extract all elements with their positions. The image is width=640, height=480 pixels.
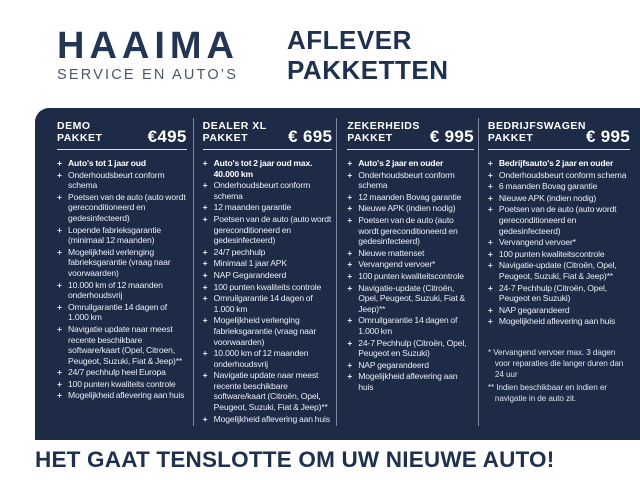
feature-text: Vervangend vervoer* bbox=[358, 259, 436, 270]
plus-bullet-icon: + bbox=[487, 282, 493, 293]
feature-item bbox=[347, 338, 474, 359]
package-price: € 695 bbox=[288, 127, 333, 146]
feature-text: Lopende fabrieksgarantie (minimaal 12 maanden) bbox=[68, 224, 161, 246]
plus-bullet-icon: + bbox=[202, 246, 208, 257]
plus-bullet-icon: + bbox=[487, 304, 493, 315]
plus-bullet-icon: + bbox=[347, 337, 353, 348]
feature-text: Minimaal 1 jaar APK bbox=[213, 258, 287, 269]
feature-text: Auto's tot 1 jaar oud bbox=[68, 158, 146, 168]
plus-bullet-icon: + bbox=[202, 158, 208, 168]
feature-item bbox=[203, 258, 333, 269]
feature-text: 24/7 pechhulp heel Europa bbox=[68, 367, 166, 378]
plus-bullet-icon: + bbox=[57, 323, 62, 334]
feature-item bbox=[347, 170, 474, 191]
feature-item bbox=[488, 237, 630, 248]
feature-item bbox=[488, 204, 630, 236]
feature-text: NAP Gegarandeerd bbox=[213, 269, 287, 280]
package-column bbox=[35, 118, 193, 426]
package-name: DEMO PAKKET bbox=[57, 120, 103, 144]
feature-text: NAP gegarandeerd bbox=[358, 359, 429, 370]
feature-text: Omruilgarantie 14 dagen of 1.000 km bbox=[213, 293, 313, 314]
brand-name: HAAIMA bbox=[57, 25, 239, 67]
plus-bullet-icon: + bbox=[202, 281, 208, 292]
plus-bullet-icon: + bbox=[57, 301, 62, 312]
feature-text: 10.000 km of 12 maanden onderhoudsvrij bbox=[213, 348, 309, 369]
page-title bbox=[287, 26, 448, 85]
feature-text: Navigatie-update (Citroën, Opel, Peugeot, Suzuki, Fiat & Jeep)** bbox=[498, 260, 617, 281]
feature-text: Vervangend vervoer* bbox=[498, 237, 576, 248]
feature-text: Poetsen van de auto (auto wordt gereconditioneerd en gedesinfecteerd) bbox=[498, 204, 617, 236]
feature-item bbox=[488, 249, 630, 260]
feature-item bbox=[57, 302, 187, 323]
feature-item bbox=[488, 316, 630, 327]
plus-bullet-icon: + bbox=[487, 192, 493, 203]
plus-bullet-icon: + bbox=[202, 202, 208, 213]
feature-text: Mogelijkheid aflevering aan huis bbox=[213, 413, 330, 424]
package-features bbox=[347, 158, 474, 392]
feature-text: Auto's 2 jaar en ouder bbox=[358, 158, 444, 168]
feature-text: Mogelijkheid verlenging fabrieksgarantie (vraag naar voorwaarden) bbox=[213, 315, 317, 347]
plus-bullet-icon: + bbox=[57, 279, 62, 290]
package-column bbox=[478, 118, 640, 426]
feature-item bbox=[347, 360, 474, 371]
feature-text: Navigatie update naar meest recente beschikbare software/kaart (Opel, Citroen, Peugeot, Suzuki, Fiat & Jeep)** bbox=[68, 323, 183, 366]
feature-text: 24-7 Pechhulp (Citroën, Opel, Peugeot en Suzuki) bbox=[358, 337, 467, 359]
package-header bbox=[488, 118, 630, 144]
plus-bullet-icon: + bbox=[347, 191, 353, 202]
plus-bullet-icon: + bbox=[347, 214, 353, 225]
plus-bullet-icon: + bbox=[202, 413, 208, 424]
feature-text: Mogelijkheid aflevering aan huis bbox=[498, 316, 616, 327]
plus-bullet-icon: + bbox=[202, 293, 208, 304]
feature-item bbox=[203, 282, 333, 293]
plus-bullet-icon: + bbox=[347, 259, 353, 270]
feature-text: Omruilgarantie 14 dagen of 1.000 km bbox=[68, 301, 168, 323]
feature-text: Navigatie-update (Citroën, Opel, Peugeot, Suzuki, Fiat & Jeep)** bbox=[358, 282, 466, 314]
feature-text: 6 maanden Bovag garantie bbox=[498, 181, 598, 192]
package-price: € 995 bbox=[585, 127, 630, 146]
feature-item bbox=[347, 283, 474, 315]
package-header-divider bbox=[57, 149, 187, 150]
plus-bullet-icon: + bbox=[57, 367, 62, 378]
tagline: HET GAAT TENSLOTTE OM UW NIEUWE AUTO! bbox=[35, 447, 555, 472]
feature-text: 24/7 pechhulp bbox=[213, 246, 266, 257]
feature-text: Mogelijkheid aflevering aan huis bbox=[358, 371, 458, 392]
plus-bullet-icon: + bbox=[487, 260, 493, 271]
feature-text: Nieuwe APK (indien nodig) bbox=[358, 203, 456, 214]
feature-item bbox=[57, 192, 187, 224]
feature-item bbox=[203, 370, 333, 412]
feature-item bbox=[347, 215, 474, 247]
package-header-divider bbox=[203, 149, 333, 150]
package-column bbox=[336, 118, 478, 426]
brand-logo bbox=[57, 25, 239, 83]
package-header bbox=[347, 118, 474, 144]
package-name: DEALER XL PAKKET bbox=[202, 120, 267, 144]
brand-subtitle: SERVICE EN AUTO’S bbox=[57, 67, 239, 83]
feature-item bbox=[347, 271, 474, 282]
packages-panel bbox=[35, 108, 640, 440]
footnote: ** Indien beschikbaar en indien er navigatie in de auto zit. bbox=[487, 382, 607, 403]
plus-bullet-icon: + bbox=[487, 237, 493, 248]
feature-item bbox=[203, 214, 333, 246]
feature-item bbox=[488, 158, 630, 169]
package-features bbox=[488, 158, 630, 327]
feature-text: 100 punten kwaliteitscontrole bbox=[498, 248, 605, 259]
feature-text: Mogelijkheid verlenging fabrieksgarantie (vraag naar voorwaarden) bbox=[68, 246, 171, 278]
feature-text: Navigatie update naar meest recente beschikbare software/kaart (Citroën, Opel, Peugeot, Suzuki, Fiat & Jeep)** bbox=[213, 370, 328, 413]
feature-item bbox=[347, 371, 474, 392]
plus-bullet-icon: + bbox=[202, 348, 208, 359]
feature-text: Nieuwe mattenset bbox=[358, 247, 425, 258]
feature-item bbox=[488, 283, 630, 304]
feature-item bbox=[203, 247, 333, 258]
plus-bullet-icon: + bbox=[57, 169, 62, 180]
feature-text: Poetsen van de auto (auto wordt gereconditioneerd en gedesinfecteerd) bbox=[68, 191, 186, 223]
package-header-divider bbox=[488, 149, 630, 150]
feature-text: Nieuwe APK (indien nodig) bbox=[498, 192, 597, 203]
page-title-line2: PAKKETTEN bbox=[287, 54, 449, 85]
feature-text: 100 punten kwaliteitscontrole bbox=[358, 270, 464, 281]
plus-bullet-icon: + bbox=[57, 390, 62, 401]
feature-item bbox=[203, 202, 333, 213]
feature-item bbox=[57, 280, 187, 301]
feature-text: Mogelijkheid aflevering aan huis bbox=[68, 390, 185, 401]
plus-bullet-icon: + bbox=[347, 282, 353, 293]
feature-item bbox=[203, 348, 333, 369]
feature-item bbox=[203, 158, 333, 179]
package-header bbox=[203, 118, 333, 144]
package-column bbox=[193, 118, 337, 426]
feature-item bbox=[347, 203, 474, 214]
feature-text: Bedrijfsauto's 2 jaar en ouder bbox=[498, 158, 614, 168]
feature-item bbox=[57, 324, 187, 366]
feature-item bbox=[347, 248, 474, 259]
plus-bullet-icon: + bbox=[347, 158, 353, 168]
feature-item bbox=[488, 305, 630, 316]
feature-text: 12 maanden garantie bbox=[213, 202, 292, 213]
packages-columns bbox=[35, 108, 640, 440]
feature-item bbox=[57, 379, 187, 390]
feature-item bbox=[57, 390, 187, 401]
feature-text: 12 maanden Bovag garantie bbox=[358, 191, 462, 202]
footnotes bbox=[488, 347, 630, 404]
plus-bullet-icon: + bbox=[202, 180, 208, 191]
plus-bullet-icon: + bbox=[487, 204, 493, 215]
plus-bullet-icon: + bbox=[57, 191, 62, 202]
plus-bullet-icon: + bbox=[57, 158, 62, 168]
feature-item bbox=[57, 367, 187, 378]
package-price: € 995 bbox=[429, 127, 474, 146]
plus-bullet-icon: + bbox=[57, 246, 62, 257]
feature-item bbox=[203, 180, 333, 201]
feature-item bbox=[347, 315, 474, 336]
plus-bullet-icon: + bbox=[347, 315, 353, 326]
plus-bullet-icon: + bbox=[487, 158, 493, 168]
feature-item bbox=[347, 158, 474, 169]
plus-bullet-icon: + bbox=[57, 224, 62, 235]
feature-text: 10.000 km of 12 maanden onderhoudsvrij bbox=[68, 279, 163, 301]
package-name: ZEKERHEIDS PAKKET bbox=[347, 120, 420, 144]
feature-text: Auto's tot 2 jaar oud max. 40.000 km bbox=[213, 158, 313, 179]
plus-bullet-icon: + bbox=[347, 169, 353, 180]
plus-bullet-icon: + bbox=[202, 269, 208, 280]
feature-item bbox=[347, 259, 474, 270]
feature-text: Onderhoudsbeurt conform schema bbox=[213, 180, 311, 201]
feature-item bbox=[57, 158, 187, 169]
package-features bbox=[203, 158, 333, 424]
plus-bullet-icon: + bbox=[347, 359, 353, 370]
package-header bbox=[57, 118, 187, 144]
feature-item bbox=[488, 181, 630, 192]
package-header-divider bbox=[347, 149, 474, 150]
feature-item bbox=[488, 193, 630, 204]
plus-bullet-icon: + bbox=[202, 213, 208, 224]
package-features bbox=[57, 158, 187, 401]
plus-bullet-icon: + bbox=[202, 370, 208, 381]
feature-text: Onderhoudsbeurt conform schema bbox=[68, 169, 165, 191]
feature-item bbox=[203, 414, 333, 425]
feature-item bbox=[203, 293, 333, 314]
feature-text: NAP gegarandeerd bbox=[498, 304, 570, 315]
feature-text: Poetsen van de auto (auto wordt gereconditioneerd en gedesinfecteerd) bbox=[213, 213, 332, 246]
feature-item bbox=[57, 170, 187, 191]
plus-bullet-icon: + bbox=[347, 270, 353, 281]
feature-item bbox=[57, 247, 187, 279]
plus-bullet-icon: + bbox=[487, 316, 493, 327]
feature-text: Poetsen van de auto (auto wordt gereconditioneerd en gedesinfecteerd) bbox=[358, 214, 458, 247]
plus-bullet-icon: + bbox=[487, 181, 493, 192]
plus-bullet-icon: + bbox=[202, 258, 208, 269]
feature-item bbox=[488, 170, 630, 181]
feature-item bbox=[57, 225, 187, 246]
feature-text: 100 punten kwaliteits controle bbox=[213, 281, 322, 292]
plus-bullet-icon: + bbox=[487, 248, 493, 259]
feature-item bbox=[347, 192, 474, 203]
feature-text: Omruilgarantie 14 dagen of 1.000 km bbox=[358, 315, 458, 336]
plus-bullet-icon: + bbox=[347, 203, 353, 214]
plus-bullet-icon: + bbox=[347, 247, 353, 258]
feature-text: Onderhoudsbeurt conform schema bbox=[358, 169, 455, 191]
plus-bullet-icon: + bbox=[57, 378, 62, 389]
page-title-line1: AFLEVER bbox=[287, 25, 412, 55]
plus-bullet-icon: + bbox=[347, 371, 353, 382]
footnote: * Vervangend vervoer max. 3 dagen voor reparaties die langer duren dan 24 uur bbox=[487, 347, 624, 380]
feature-item bbox=[203, 315, 333, 347]
feature-item bbox=[488, 260, 630, 281]
feature-text: Onderhoudsbeurt conform schema bbox=[498, 169, 627, 180]
feature-item bbox=[203, 270, 333, 281]
feature-text: 100 punten kwaliteits controle bbox=[68, 378, 176, 389]
feature-text: 24-7 Pechhulp (Citroën, Opel, Peugeot en Suzuki) bbox=[498, 282, 608, 304]
plus-bullet-icon: + bbox=[202, 315, 208, 326]
package-name: BEDRIJFSWAGEN PAKKET bbox=[487, 120, 586, 144]
package-price: €495 bbox=[147, 127, 187, 146]
plus-bullet-icon: + bbox=[487, 169, 493, 180]
